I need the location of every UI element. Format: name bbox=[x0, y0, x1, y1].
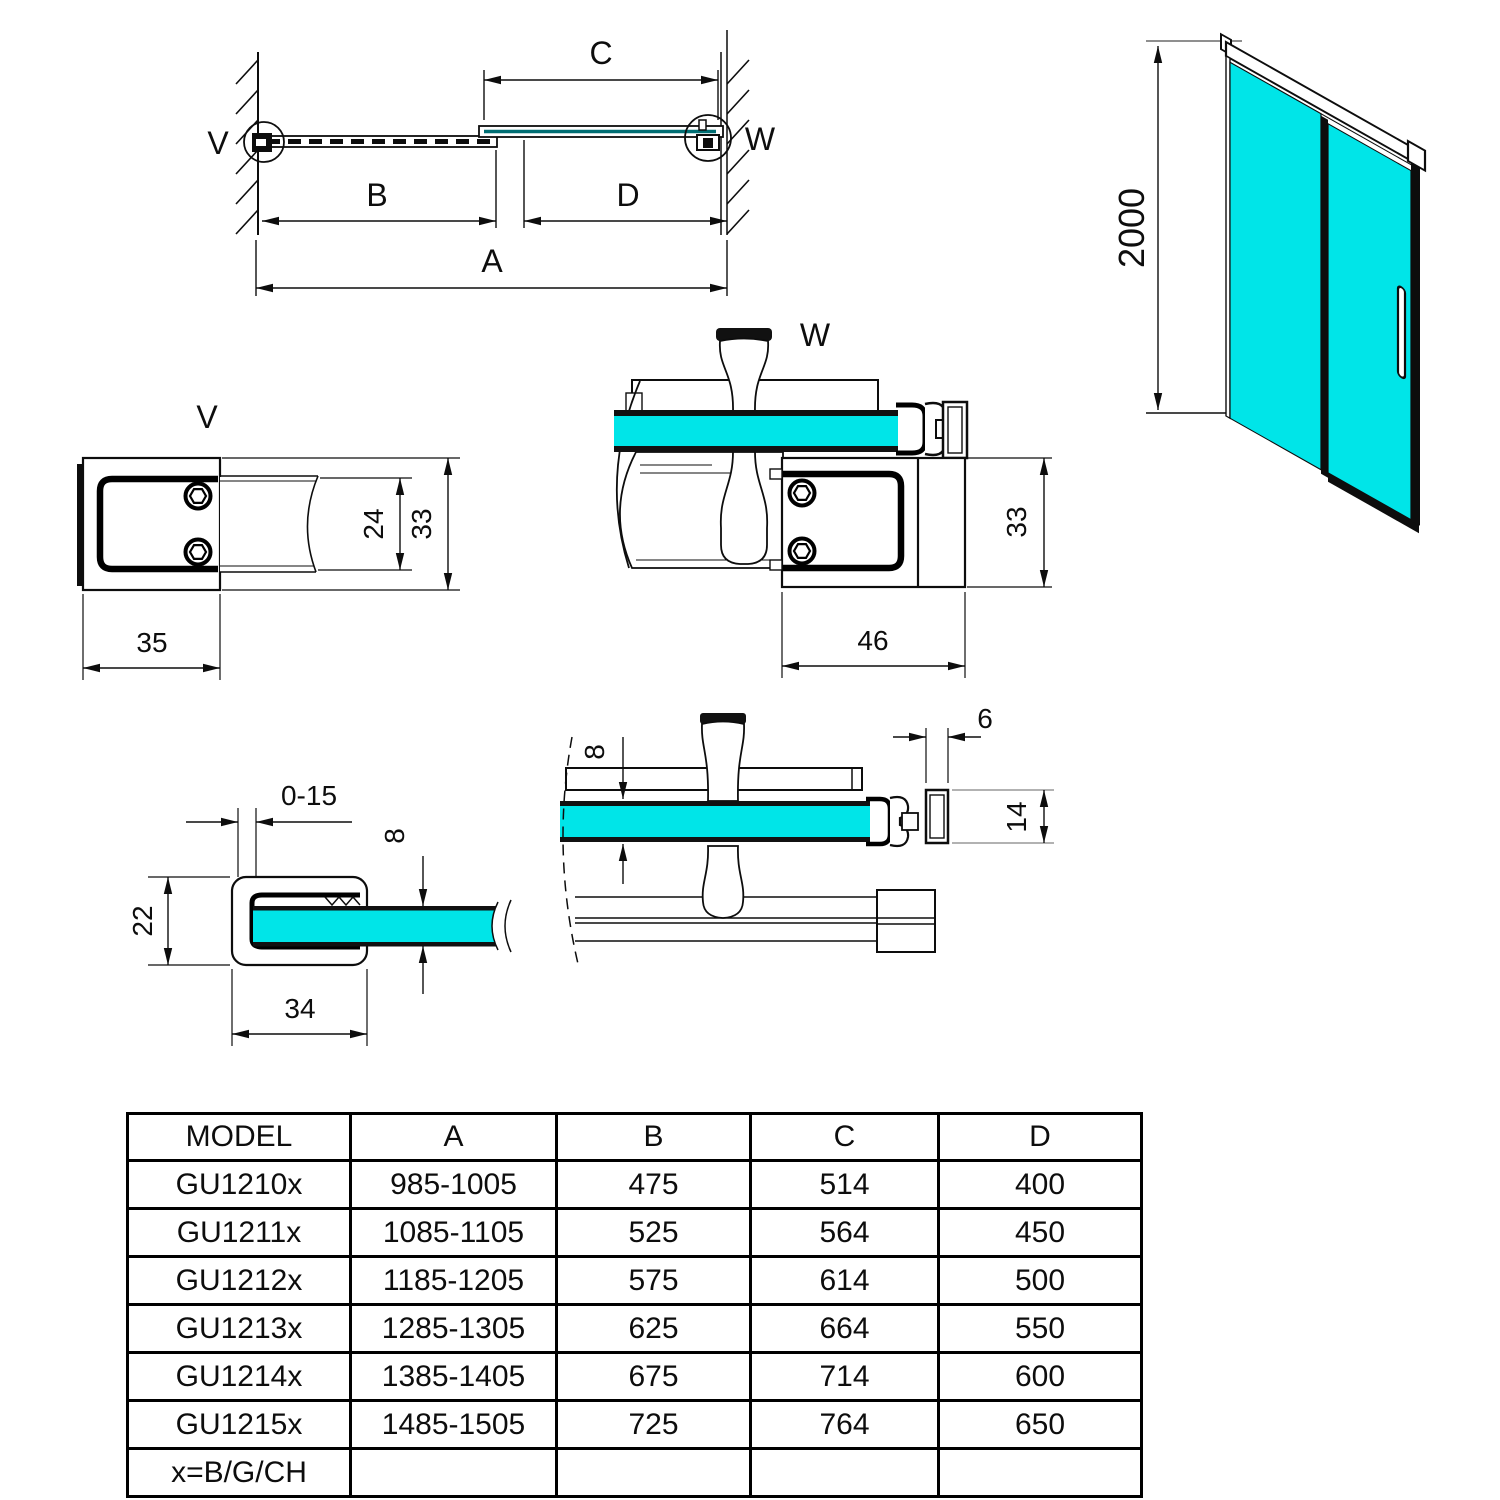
wall-profile-section bbox=[127, 780, 511, 1046]
variant-note-cell: x=B/G/CH bbox=[128, 1449, 351, 1497]
glass-clamp bbox=[896, 405, 925, 453]
col-header-b: B bbox=[557, 1114, 751, 1161]
dim-33-v-label: 33 bbox=[406, 508, 437, 540]
table-row: GU1212x 1185-1205 575 614 500 bbox=[128, 1257, 1142, 1305]
dim-46-label: 46 bbox=[857, 625, 889, 656]
dim-22 bbox=[148, 877, 230, 965]
dim-b bbox=[262, 140, 524, 228]
door-handle bbox=[1398, 285, 1405, 379]
dim-2000-label: 2000 bbox=[1111, 187, 1152, 269]
dim-c-label: C bbox=[589, 35, 613, 71]
roller-lower bbox=[703, 846, 744, 918]
dim-0-15 bbox=[186, 808, 352, 877]
dim-a-label: A bbox=[481, 243, 503, 279]
end-profile bbox=[943, 402, 967, 458]
table-row-variant-note bbox=[128, 1449, 1142, 1497]
table-row: GU1210x 985-1005 475 514 400 bbox=[128, 1161, 1142, 1209]
end-profile bbox=[926, 790, 948, 843]
dim-b-label: B bbox=[366, 177, 388, 213]
col-header-d: D bbox=[939, 1114, 1142, 1161]
dim-35-label: 35 bbox=[136, 627, 168, 658]
model-spec-table bbox=[126, 1112, 1143, 1498]
table-row: GU1214x 1385-1405 675 714 600 bbox=[128, 1353, 1142, 1401]
glass-section bbox=[560, 801, 870, 842]
fixed-glass-panel bbox=[1230, 62, 1321, 469]
col-header-c: C bbox=[751, 1114, 939, 1161]
table-row: GU1211x 1085-1105 525 564 450 bbox=[128, 1209, 1142, 1257]
fixed-panel-plan bbox=[262, 136, 497, 147]
right-frame bbox=[1411, 153, 1420, 526]
model-cell: GU1215x bbox=[128, 1401, 351, 1449]
dim-22-label: 22 bbox=[127, 905, 158, 937]
dim-24-label: 24 bbox=[358, 508, 389, 540]
glass-section bbox=[253, 900, 511, 952]
wall-bracket-v bbox=[252, 133, 272, 152]
model-cell: GU1214x bbox=[128, 1353, 351, 1401]
hex-screw bbox=[790, 481, 815, 506]
dim-33-w-label: 33 bbox=[1001, 506, 1032, 538]
plan-view bbox=[207, 30, 776, 296]
mullion bbox=[1321, 116, 1328, 478]
dim-d-label: D bbox=[616, 177, 640, 213]
model-cell: GU1211x bbox=[128, 1209, 351, 1257]
wall-bracket-section bbox=[770, 458, 965, 587]
detail-v-title: V bbox=[196, 399, 218, 435]
dim-6-label: 6 bbox=[977, 703, 993, 734]
table-row: GU1213x 1285-1305 625 664 550 bbox=[128, 1305, 1142, 1353]
bottom-guide-rail bbox=[575, 890, 935, 952]
wall-bracket-w bbox=[697, 120, 719, 150]
model-cell: GU1212x bbox=[128, 1257, 351, 1305]
dim-8-wall-label: 8 bbox=[379, 828, 410, 844]
dim-6 bbox=[893, 728, 981, 783]
door-profile-section bbox=[560, 703, 1054, 968]
dim-0-15-label: 0-15 bbox=[280, 780, 338, 811]
hex-screw bbox=[186, 484, 211, 509]
dim-14-label: 14 bbox=[1001, 801, 1032, 833]
col-header-a: A bbox=[351, 1114, 557, 1161]
model-cell: GU1213x bbox=[128, 1305, 351, 1353]
table-header-row bbox=[128, 1114, 1142, 1161]
plan-label-w: W bbox=[744, 121, 776, 157]
right-end-cap bbox=[1408, 141, 1425, 171]
detail-w-title: W bbox=[799, 317, 831, 353]
detail-w bbox=[614, 317, 1052, 678]
plan-label-v: V bbox=[207, 125, 229, 161]
col-header-model: MODEL bbox=[128, 1114, 351, 1161]
dim-34-label: 34 bbox=[284, 993, 316, 1024]
hex-screw bbox=[790, 539, 815, 564]
table-row: GU1215x 1485-1505 725 764 650 bbox=[128, 1401, 1142, 1449]
front-view bbox=[1111, 34, 1425, 536]
model-cell: GU1210x bbox=[128, 1161, 351, 1209]
roller-upper bbox=[702, 722, 744, 802]
door-assembly bbox=[1221, 34, 1425, 536]
hex-screw bbox=[186, 540, 211, 565]
dim-8-door-label: 8 bbox=[579, 744, 610, 760]
glass-section bbox=[614, 410, 898, 452]
detail-v bbox=[77, 399, 460, 680]
dim-c bbox=[484, 70, 718, 120]
